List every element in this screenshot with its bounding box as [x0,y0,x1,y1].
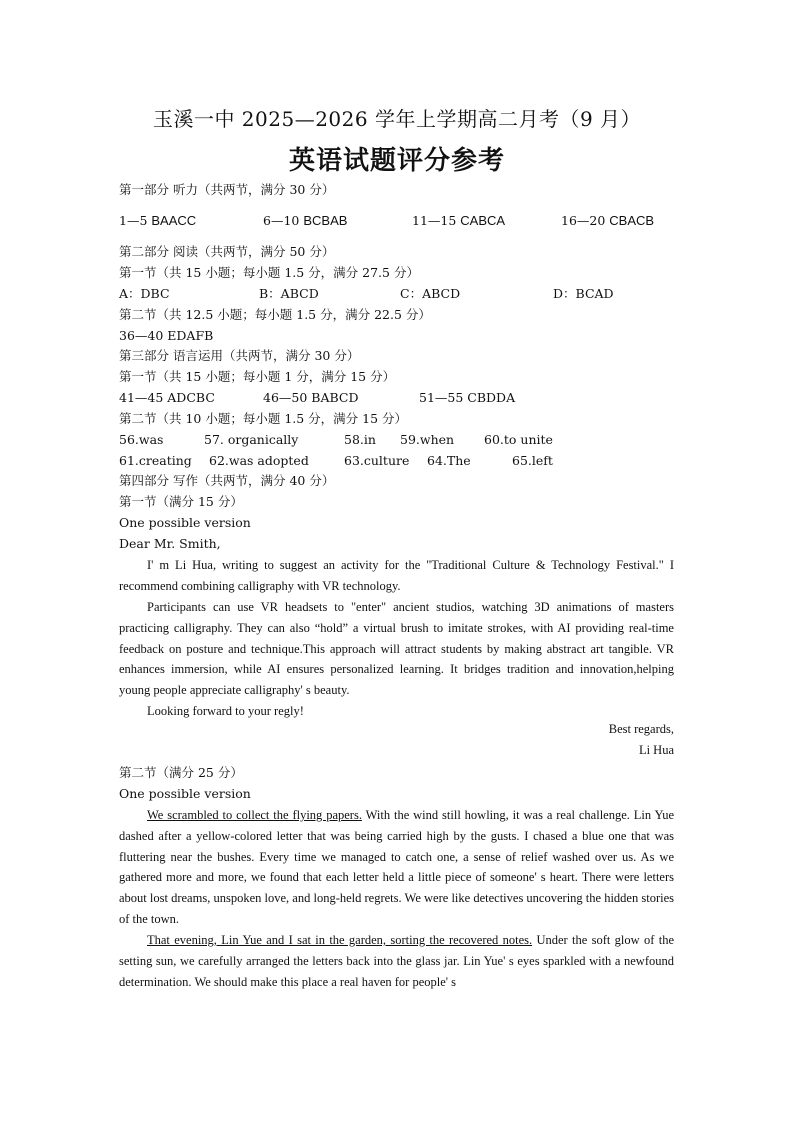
part1-heading: 第一部分 听力（共两节，满分 30 分） [119,182,335,197]
part3-sec1-answers [119,390,679,406]
letter-paragraph-3: Looking forward to your regly! [147,704,304,718]
answer-key: 62.was adopted [209,453,309,468]
answer-range: 11—15 [412,213,457,228]
sample-label: One possible version [119,786,251,801]
answer-key: C：ABCD [400,286,461,301]
answer-key: 57. organically [204,432,299,447]
part1-answers [119,213,679,229]
exam-title: 玉溪一中 2025—2026 学年上学期高二月考（9 月） [152,107,642,131]
answer-key: 58.in [344,432,376,447]
answer-key: 56.was [119,432,164,447]
part4-sec1-heading: 第一节（满分 15 分） [119,494,243,509]
answer-key: BAACC [151,213,197,228]
answer-range: 16—20 [561,213,606,228]
answer-key: 63.culture [344,453,410,468]
answer-group [412,213,505,229]
part2-sec2-heading: 第二节（共 12.5 小题；每小题 1.5 分，满分 22.5 分） [119,307,431,322]
part4-sec2-heading: 第二节（满分 25 分） [119,765,243,780]
story-text: With the wind still howling, it was a real challenge. Lin Yue dashed after a yellow-colored letter that was being carried high by the gusts. I chased a blue one that was fluttering near the bushes. Every time we managed to catch one, a sense of relief washed over us. As we gathered more and more, we found that each letter held a little piece of someone' s heart. There were letters about lost dreams, unspoken love, and long-held regrets. We were like detectives uncovering the hidden stories of the town. [119,808,674,926]
answer-key: D：BCAD [553,286,614,301]
part3-sec2-row1 [119,432,679,448]
answer-key: 60.to unite [484,432,553,447]
answer-key: BCBAB [303,213,348,228]
answer-group [263,213,347,229]
sample-label: One possible version [119,515,251,530]
answer-key: A：DBC [119,286,170,301]
letter-paragraph-2: Participants can use VR headsets to "enter" ancient studios, watching 3D animations of masters practicing calligraphy. They can also “hold” a virtual brush to imitate strokes, with AI providing real-time feedback on posture and technique.This approach will attract students by making abstract art tangible. VR enhances immersion, while AI ensures personalized learning. It bridges tradition and innovation,helping young people appreciate calligraphy' s beauty. [119,600,674,698]
part3-sec2-heading: 第二节（共 10 小题；每小题 1.5 分，满分 15 分） [119,411,408,426]
part2-sec1-heading: 第一节（共 15 小题；每小题 1.5 分，满分 27.5 分） [119,265,419,280]
letter-salutation: Dear Mr. Smith, [119,536,221,551]
part2-heading: 第二部分 阅读（共两节，满分 50 分） [119,244,335,259]
answer-key: CABCA [460,213,506,228]
answer-group [119,213,196,229]
letter-signature: Li Hua [638,743,674,757]
answer-key: 61.creating [119,453,192,468]
answer-key: 64.The [427,453,471,468]
story-paragraph-2 [119,930,674,992]
answer-key: B：ABCD [259,286,319,301]
answer-key: 51—55 CBDDA [419,390,516,405]
answer-key: CBACB [609,213,655,228]
answer-key: 65.left [512,453,553,468]
answer-key: 46—50 BABCD [263,390,359,405]
answer-key-title: 英语试题评分参考 [288,146,505,176]
letter-closing: Best regards, [608,722,674,736]
answer-key: 41—45 ADCBC [119,390,215,405]
part3-sec1-heading: 第一节（共 15 小题；每小题 1 分，满分 15 分） [119,369,396,384]
answer-group [561,213,654,229]
part2-sec1-answers [119,286,679,302]
part3-sec2-row2 [119,453,679,469]
story-paragraph-1 [119,805,674,930]
answer-range: 6—10 [263,213,300,228]
given-opening-sentence: We scrambled to collect the flying papers. [147,808,362,822]
given-opening-sentence: That evening, Lin Yue and I sat in the garden, sorting the recovered notes. [147,933,533,947]
part4-heading: 第四部分 写作（共两节，满分 40 分） [119,473,335,488]
part3-heading: 第三部分 语言运用（共两节，满分 30 分） [119,348,360,363]
story-text: Under the soft glow of the setting sun, we carefully arranged the letters back into the glass jar. Lin Yue' s eyes sparkled with a newfound determination. We should make this place a real haven for people' s [119,933,674,989]
letter-paragraph-1: I' m Li Hua, writing to suggest an activity for the "Traditional Culture & Technology Festival." I recommend combining calligraphy with VR technology. [119,558,674,593]
answer-key: 59.when [400,432,455,447]
part2-sec2-answer: 36—40 EDAFB [119,328,214,343]
answer-range: 1—5 [119,213,148,228]
